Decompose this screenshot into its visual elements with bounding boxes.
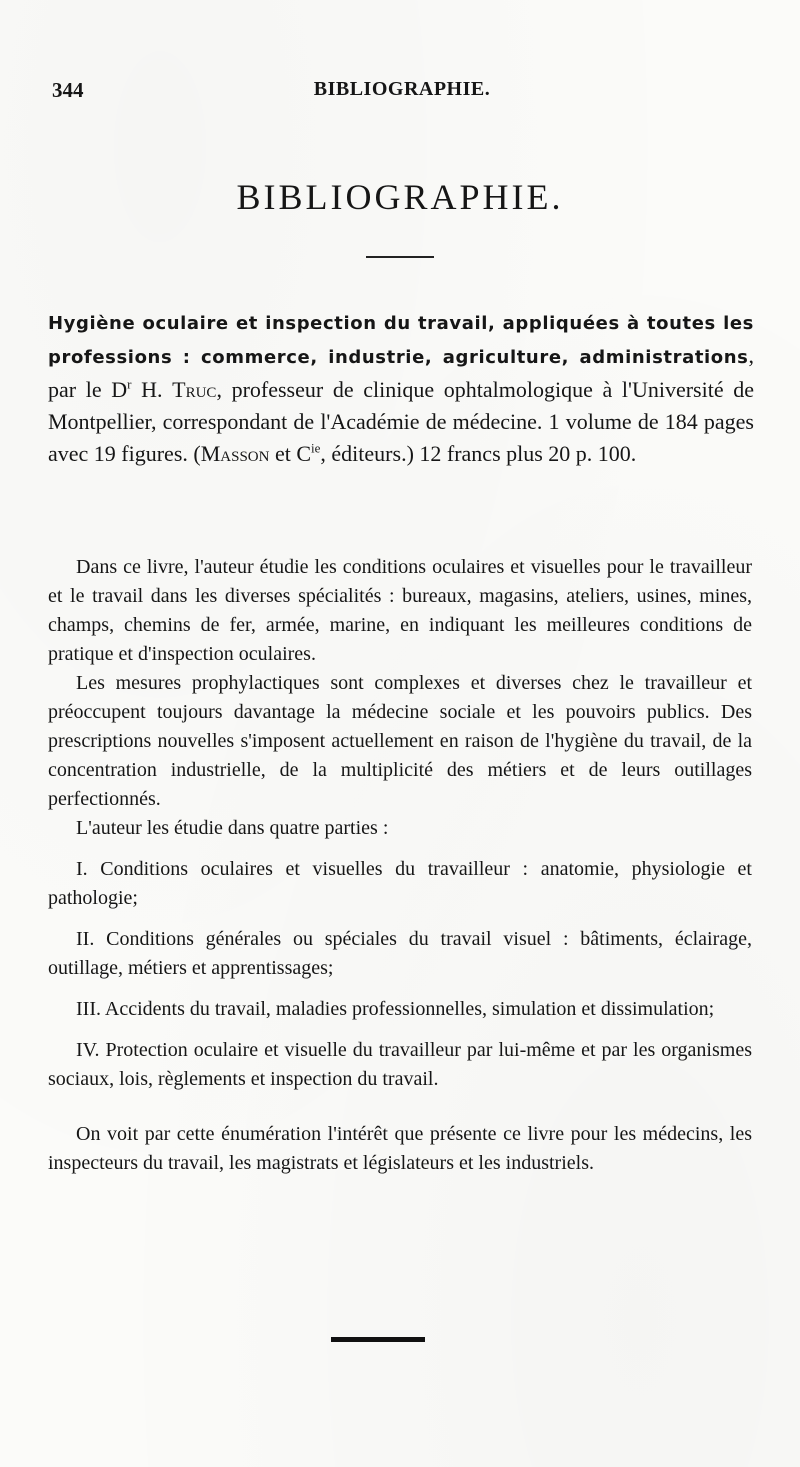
entry-publisher-rest: , éditeurs.) 12 francs plus 20 p. 100. xyxy=(320,441,637,466)
entry-author-rest: , professeur de clinique ophtalmologique à l'Université de Montpellier, correspondant de l'Académie de médecine. 1 volume de 184 pages avec 19 figures. ( xyxy=(48,377,755,466)
running-header xyxy=(52,78,752,108)
conclusion-paragraph: On voit par cette énumération l'intérêt que présente ce livre pour les médecins, les inspecteurs du travail, les magistrats et législateurs et les industriels. xyxy=(48,1123,752,1174)
bibliography-entry xyxy=(48,306,754,470)
section-title: BIBLIOGRAPHIE. xyxy=(236,177,564,217)
list-item-part-2: II. Conditions générales ou spéciales du travail visuel : bâtiments, éclairage, outillage, métiers et apprentissages; xyxy=(48,928,752,979)
title-divider xyxy=(366,256,434,258)
running-title: BIBLIOGRAPHIE. xyxy=(313,78,491,100)
entry-doctor-sup: r xyxy=(127,376,132,392)
page-number: 344 xyxy=(52,78,84,102)
entry-title: Hygiène oculaire et inspection du travail, appliquées à toutes les professions : commerce, industrie, agriculture, administrations xyxy=(48,313,754,368)
entry-publisher-sup: ie xyxy=(311,440,321,456)
paragraph: L'auteur les étudie dans quatre parties : xyxy=(76,817,389,839)
end-divider xyxy=(331,1337,425,1342)
entry-by: , par le D xyxy=(48,343,754,402)
review-body xyxy=(48,553,752,1178)
entry-publisher-name: Masson xyxy=(200,441,270,466)
entry-publisher-et: et C xyxy=(269,441,312,466)
entry-author-initial: H. xyxy=(131,377,173,402)
list-item-part-4: IV. Protection oculaire et visuelle du travailleur par lui-même et par les organismes sociaux, lois, règlements et inspection du travail. xyxy=(48,1039,752,1090)
paragraph: Les mesures prophylactiques sont complexes et diverses chez le travailleur et préoccupent toujours davantage la médecine sociale et les pouvoirs publics. Des prescriptions nouvelles s'imposent actuellement en raison de l'hygiène du travail, de la concentration industrielle, de la multiplicité des métiers et de leurs outillages perfectionnés. xyxy=(48,672,752,810)
entry-author-name: Truc xyxy=(172,377,217,402)
list-item-part-3: III. Accidents du travail, maladies professionnelles, simulation et dissimulation; xyxy=(76,998,715,1020)
paragraph: Dans ce livre, l'auteur étudie les conditions oculaires et visuelles pour le travailleur et le travail dans les diverses spécialités : bureaux, magasins, ateliers, usines, mines, champs, chemins de fer, armée, marine, en indiquant les meilleures conditions de pratique et d'inspection oculaires. xyxy=(48,556,752,665)
list-item-part-1: I. Conditions oculaires et visuelles du travailleur : anatomie, physiologie et pathologie; xyxy=(48,858,752,909)
